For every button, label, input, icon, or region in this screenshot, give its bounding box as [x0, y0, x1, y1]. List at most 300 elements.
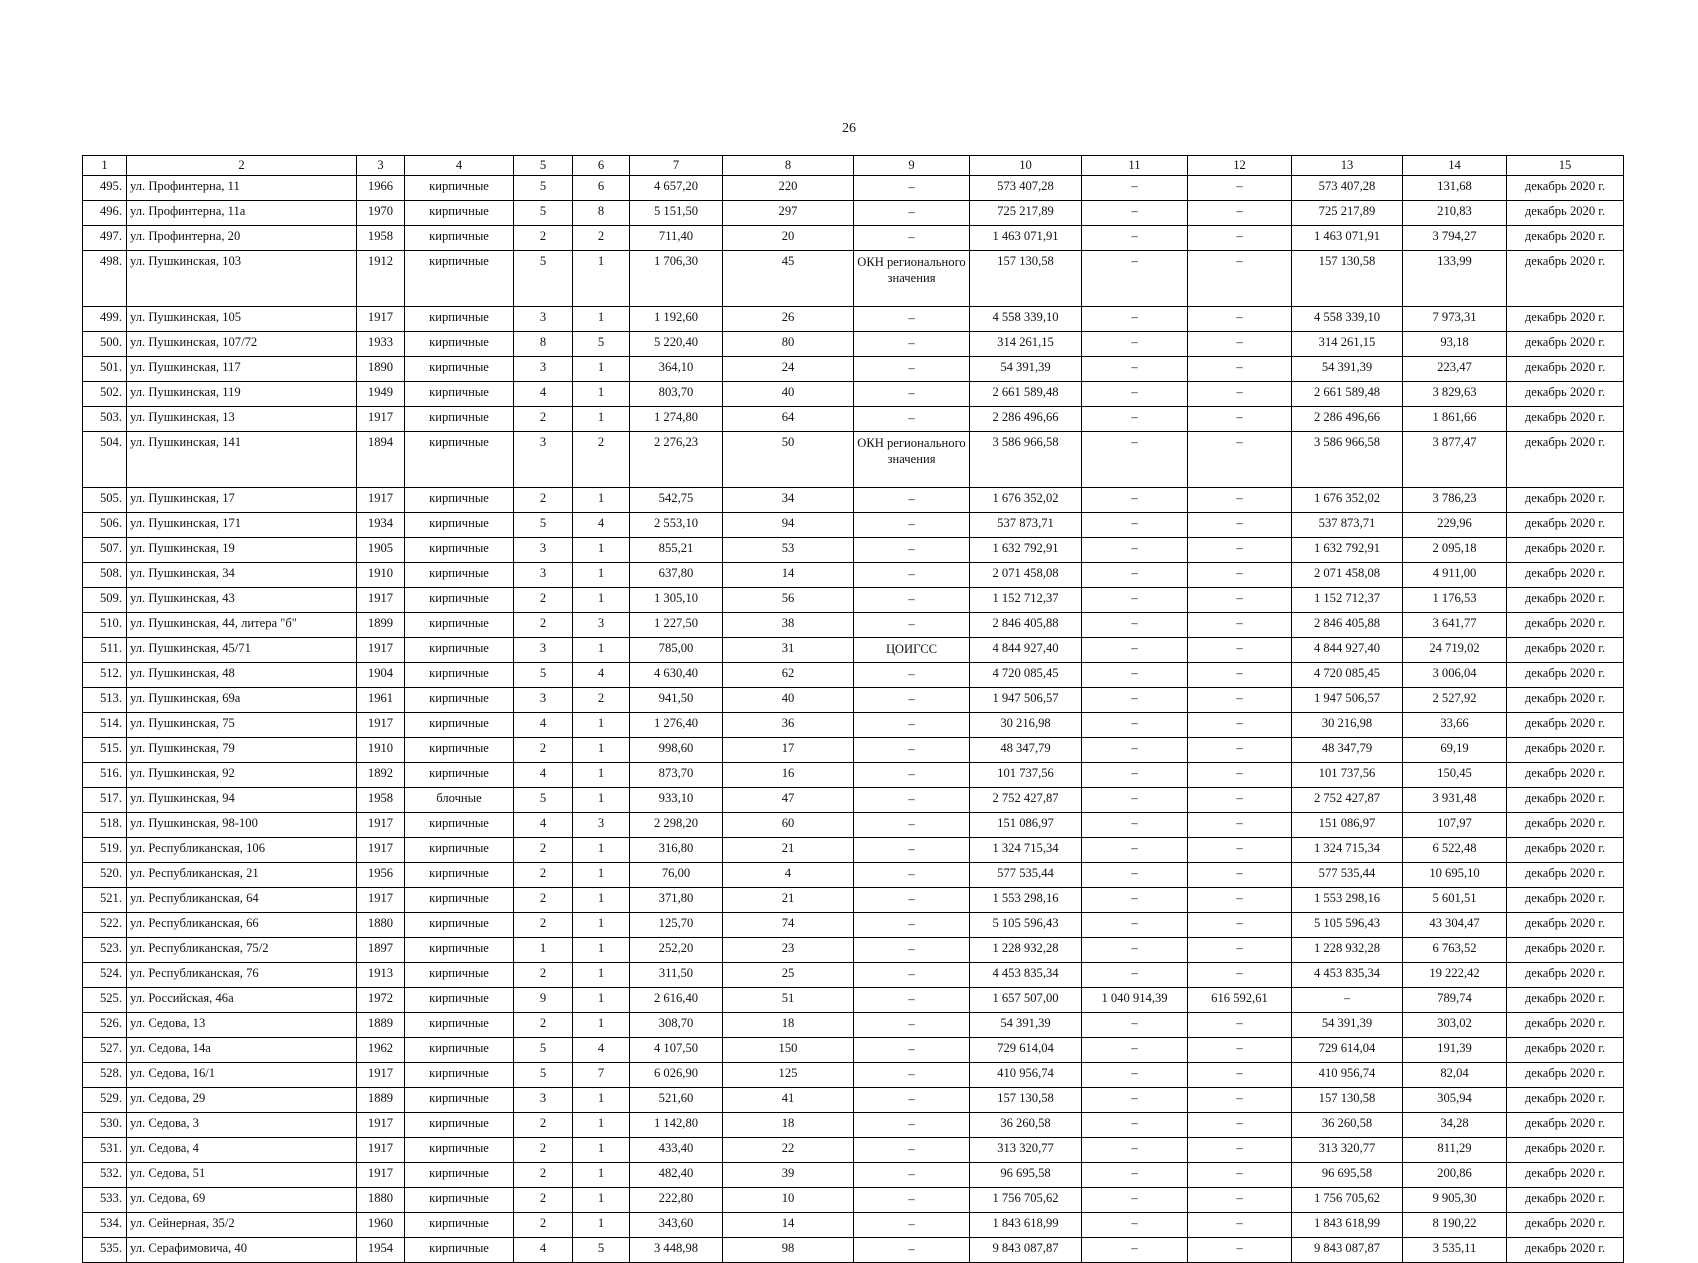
table-cell-col-12: –	[1188, 888, 1292, 913]
table-cell-col-8: 40	[723, 688, 854, 713]
table-body	[83, 176, 1624, 1263]
column-number-header-row	[83, 156, 1624, 176]
table-cell-col-9: –	[854, 1138, 970, 1163]
table-row	[83, 963, 1624, 988]
table-cell-col-10: 5 105 596,43	[970, 913, 1082, 938]
table-cell-col-5: 2	[514, 838, 573, 863]
table-cell-col-8: 51	[723, 988, 854, 1013]
table-cell-col-4: кирпичные	[405, 588, 514, 613]
table-cell-col-12: –	[1188, 251, 1292, 307]
table-cell-col-10: 1 228 932,28	[970, 938, 1082, 963]
table-row	[83, 332, 1624, 357]
table-cell-col-9: –	[854, 176, 970, 201]
table-cell-col-1: 518.	[83, 813, 127, 838]
column-header-9: 9	[854, 156, 970, 176]
table-cell-col-14: 3 794,27	[1403, 226, 1507, 251]
column-header-4: 4	[405, 156, 514, 176]
table-cell-col-3: 1894	[357, 432, 405, 488]
table-cell-col-3: 1949	[357, 382, 405, 407]
table-cell-col-9: –	[854, 382, 970, 407]
table-cell-col-1: 499.	[83, 307, 127, 332]
table-cell-col-11: –	[1082, 488, 1188, 513]
table-cell-col-4: кирпичные	[405, 1238, 514, 1263]
table-cell-col-3: 1917	[357, 307, 405, 332]
table-row	[83, 713, 1624, 738]
table-cell-col-4: кирпичные	[405, 357, 514, 382]
table-cell-col-2: ул. Седова, 3	[127, 1113, 357, 1138]
table-cell-col-12: –	[1188, 613, 1292, 638]
table-cell-col-6: 1	[573, 488, 630, 513]
table-cell-col-12: 616 592,61	[1188, 988, 1292, 1013]
table-cell-col-6: 3	[573, 613, 630, 638]
table-cell-col-11: –	[1082, 538, 1188, 563]
table-cell-col-12: –	[1188, 788, 1292, 813]
table-cell-col-1: 500.	[83, 332, 127, 357]
table-cell-col-11: –	[1082, 332, 1188, 357]
table-cell-col-10: 729 614,04	[970, 1038, 1082, 1063]
table-cell-col-1: 505.	[83, 488, 127, 513]
table-cell-col-9: –	[854, 888, 970, 913]
table-cell-col-4: кирпичные	[405, 1213, 514, 1238]
table-cell-col-9: –	[854, 863, 970, 888]
table-cell-col-11: –	[1082, 1113, 1188, 1138]
table-cell-col-4: кирпичные	[405, 963, 514, 988]
table-cell-col-6: 6	[573, 176, 630, 201]
table-cell-col-10: 1 843 618,99	[970, 1213, 1082, 1238]
table-cell-col-1: 508.	[83, 563, 127, 588]
table-cell-col-5: 2	[514, 488, 573, 513]
table-cell-col-2: ул. Пушкинская, 94	[127, 788, 357, 813]
table-cell-col-3: 1917	[357, 588, 405, 613]
table-cell-col-7: 1 142,80	[630, 1113, 723, 1138]
table-cell-col-11: –	[1082, 1088, 1188, 1113]
table-cell-col-9: –	[854, 1063, 970, 1088]
table-cell-col-10: 9 843 087,87	[970, 1238, 1082, 1263]
table-cell-col-8: 22	[723, 1138, 854, 1163]
table-row	[83, 863, 1624, 888]
table-cell-col-3: 1954	[357, 1238, 405, 1263]
table-cell-col-7: 1 192,60	[630, 307, 723, 332]
table-cell-col-14: 69,19	[1403, 738, 1507, 763]
table-cell-col-14: 4 911,00	[1403, 563, 1507, 588]
table-cell-col-13: 1 463 071,91	[1292, 226, 1403, 251]
table-cell-col-15: декабрь 2020 г.	[1507, 688, 1624, 713]
table-cell-col-12: –	[1188, 176, 1292, 201]
table-cell-col-7: 711,40	[630, 226, 723, 251]
table-cell-col-5: 5	[514, 1038, 573, 1063]
table-cell-col-9: –	[854, 1188, 970, 1213]
table-cell-col-10: 1 632 792,91	[970, 538, 1082, 563]
table-cell-col-2: ул. Пушкинская, 17	[127, 488, 357, 513]
table-row	[83, 538, 1624, 563]
table-cell-col-3: 1960	[357, 1213, 405, 1238]
table-cell-col-7: 364,10	[630, 357, 723, 382]
table-cell-col-13: 577 535,44	[1292, 863, 1403, 888]
table-cell-col-7: 2 276,23	[630, 432, 723, 488]
table-cell-col-3: 1956	[357, 863, 405, 888]
table-cell-col-9: –	[854, 913, 970, 938]
table-cell-col-15: декабрь 2020 г.	[1507, 1188, 1624, 1213]
table-cell-col-8: 297	[723, 201, 854, 226]
table-cell-col-10: 157 130,58	[970, 1088, 1082, 1113]
table-cell-col-7: 855,21	[630, 538, 723, 563]
table-cell-col-14: 10 695,10	[1403, 863, 1507, 888]
table-cell-col-5: 5	[514, 201, 573, 226]
table-cell-col-2: ул. Пушкинская, 19	[127, 538, 357, 563]
table-cell-col-4: кирпичные	[405, 1188, 514, 1213]
table-cell-col-3: 1917	[357, 1138, 405, 1163]
table-cell-col-15: декабрь 2020 г.	[1507, 1088, 1624, 1113]
table-cell-col-9: –	[854, 513, 970, 538]
table-cell-col-3: 1917	[357, 838, 405, 863]
table-cell-col-14: 43 304,47	[1403, 913, 1507, 938]
table-cell-col-7: 6 026,90	[630, 1063, 723, 1088]
column-header-10: 10	[970, 156, 1082, 176]
table-cell-col-2: ул. Пушкинская, 13	[127, 407, 357, 432]
table-cell-col-2: ул. Пушкинская, 45/71	[127, 638, 357, 663]
table-cell-col-2: ул. Республиканская, 75/2	[127, 938, 357, 963]
table-cell-col-11: –	[1082, 638, 1188, 663]
table-cell-col-2: ул. Пушкинская, 79	[127, 738, 357, 763]
table-cell-col-4: кирпичные	[405, 713, 514, 738]
table-row	[83, 513, 1624, 538]
table-cell-col-1: 533.	[83, 1188, 127, 1213]
table-cell-col-13: 1 947 506,57	[1292, 688, 1403, 713]
table-cell-col-4: кирпичные	[405, 1163, 514, 1188]
table-cell-col-9: –	[854, 613, 970, 638]
table-cell-col-10: 4 844 927,40	[970, 638, 1082, 663]
table-cell-col-1: 503.	[83, 407, 127, 432]
column-header-1: 1	[83, 156, 127, 176]
table-cell-col-5: 3	[514, 1088, 573, 1113]
table-cell-col-8: 31	[723, 638, 854, 663]
table-cell-col-2: ул. Сейнерная, 35/2	[127, 1213, 357, 1238]
table-cell-col-8: 125	[723, 1063, 854, 1088]
table-cell-col-8: 80	[723, 332, 854, 357]
table-cell-col-5: 2	[514, 1188, 573, 1213]
table-cell-col-4: кирпичные	[405, 738, 514, 763]
table-cell-col-4: кирпичные	[405, 488, 514, 513]
table-cell-col-10: 30 216,98	[970, 713, 1082, 738]
table-cell-col-2: ул. Республиканская, 21	[127, 863, 357, 888]
table-cell-col-3: 1917	[357, 713, 405, 738]
table-cell-col-3: 1897	[357, 938, 405, 963]
table-cell-col-15: декабрь 2020 г.	[1507, 563, 1624, 588]
table-cell-col-3: 1880	[357, 1188, 405, 1213]
table-cell-col-11: –	[1082, 713, 1188, 738]
table-cell-col-13: 2 071 458,08	[1292, 563, 1403, 588]
table-cell-col-5: 2	[514, 1138, 573, 1163]
table-cell-col-7: 2 298,20	[630, 813, 723, 838]
table-cell-col-14: 93,18	[1403, 332, 1507, 357]
page-number: 26	[842, 121, 856, 136]
table-cell-col-13: 9 843 087,87	[1292, 1238, 1403, 1263]
table-cell-col-13: 313 320,77	[1292, 1138, 1403, 1163]
table-cell-col-1: 525.	[83, 988, 127, 1013]
table-cell-col-1: 527.	[83, 1038, 127, 1063]
table-cell-col-8: 18	[723, 1113, 854, 1138]
table-cell-col-1: 515.	[83, 738, 127, 763]
table-cell-col-4: кирпичные	[405, 226, 514, 251]
table-cell-col-3: 1917	[357, 1163, 405, 1188]
table-cell-col-1: 529.	[83, 1088, 127, 1113]
table-cell-col-14: 150,45	[1403, 763, 1507, 788]
table-cell-col-12: –	[1188, 382, 1292, 407]
table-cell-col-10: 1 756 705,62	[970, 1188, 1082, 1213]
table-cell-col-8: 47	[723, 788, 854, 813]
table-cell-col-3: 1917	[357, 1113, 405, 1138]
table-cell-col-2: ул. Седова, 29	[127, 1088, 357, 1113]
table-row	[83, 1038, 1624, 1063]
table-cell-col-14: 82,04	[1403, 1063, 1507, 1088]
table-cell-col-13: 410 956,74	[1292, 1063, 1403, 1088]
table-cell-col-8: 39	[723, 1163, 854, 1188]
table-cell-col-5: 2	[514, 963, 573, 988]
table-cell-col-14: 1 176,53	[1403, 588, 1507, 613]
table-cell-col-8: 10	[723, 1188, 854, 1213]
table-cell-col-2: ул. Республиканская, 76	[127, 963, 357, 988]
table-row	[83, 1013, 1624, 1038]
table-cell-col-11: –	[1082, 1238, 1188, 1263]
table-cell-col-1: 507.	[83, 538, 127, 563]
table-cell-col-7: 785,00	[630, 638, 723, 663]
table-cell-col-15: декабрь 2020 г.	[1507, 251, 1624, 307]
column-header-3: 3	[357, 156, 405, 176]
table-cell-col-11: –	[1082, 1013, 1188, 1038]
table-cell-col-6: 1	[573, 713, 630, 738]
table-cell-col-13: 5 105 596,43	[1292, 913, 1403, 938]
table-cell-col-8: 25	[723, 963, 854, 988]
table-cell-col-7: 4 107,50	[630, 1038, 723, 1063]
table-cell-col-2: ул. Профинтерна, 20	[127, 226, 357, 251]
table-cell-col-7: 4 657,20	[630, 176, 723, 201]
table-cell-col-13: 48 347,79	[1292, 738, 1403, 763]
table-cell-col-13: 30 216,98	[1292, 713, 1403, 738]
table-cell-col-12: –	[1188, 938, 1292, 963]
table-row	[83, 251, 1624, 307]
table-cell-col-8: 50	[723, 432, 854, 488]
table-cell-col-7: 311,50	[630, 963, 723, 988]
table-cell-col-5: 2	[514, 888, 573, 913]
table-cell-col-1: 528.	[83, 1063, 127, 1088]
table-cell-col-15: декабрь 2020 г.	[1507, 613, 1624, 638]
table-cell-col-8: 34	[723, 488, 854, 513]
table-cell-col-9: –	[854, 1213, 970, 1238]
table-cell-col-11: –	[1082, 963, 1188, 988]
table-row	[83, 432, 1624, 488]
table-cell-col-3: 1933	[357, 332, 405, 357]
table-cell-col-1: 497.	[83, 226, 127, 251]
table-cell-col-15: декабрь 2020 г.	[1507, 1038, 1624, 1063]
table-cell-col-2: ул. Седова, 4	[127, 1138, 357, 1163]
table-cell-col-1: 522.	[83, 913, 127, 938]
table-cell-col-8: 94	[723, 513, 854, 538]
table-cell-col-4: кирпичные	[405, 813, 514, 838]
table-cell-col-4: кирпичные	[405, 1113, 514, 1138]
table-cell-col-15: декабрь 2020 г.	[1507, 357, 1624, 382]
table-cell-col-7: 1 274,80	[630, 407, 723, 432]
table-cell-col-10: 54 391,39	[970, 1013, 1082, 1038]
table-cell-col-1: 504.	[83, 432, 127, 488]
table-cell-col-13: 729 614,04	[1292, 1038, 1403, 1063]
table-cell-col-10: 2 071 458,08	[970, 563, 1082, 588]
table-cell-col-14: 305,94	[1403, 1088, 1507, 1113]
table-cell-col-15: декабрь 2020 г.	[1507, 1013, 1624, 1038]
table-cell-col-12: –	[1188, 1163, 1292, 1188]
table-cell-col-12: –	[1188, 432, 1292, 488]
table-cell-col-1: 532.	[83, 1163, 127, 1188]
table-cell-col-9: –	[854, 1088, 970, 1113]
table-cell-col-4: кирпичные	[405, 763, 514, 788]
table-cell-col-5: 4	[514, 382, 573, 407]
table-cell-col-3: 1917	[357, 1063, 405, 1088]
table-cell-col-6: 7	[573, 1063, 630, 1088]
table-cell-col-14: 33,66	[1403, 713, 1507, 738]
table-cell-col-6: 1	[573, 1188, 630, 1213]
table-cell-col-11: –	[1082, 588, 1188, 613]
table-cell-col-1: 531.	[83, 1138, 127, 1163]
table-cell-col-3: 1905	[357, 538, 405, 563]
table-cell-col-6: 4	[573, 1038, 630, 1063]
table-cell-col-12: –	[1188, 307, 1292, 332]
table-cell-col-9: –	[854, 588, 970, 613]
column-header-12: 12	[1188, 156, 1292, 176]
table-cell-col-8: 150	[723, 1038, 854, 1063]
table-cell-col-12: –	[1188, 407, 1292, 432]
table-cell-col-1: 514.	[83, 713, 127, 738]
table-cell-col-13: 1 152 712,37	[1292, 588, 1403, 613]
table-cell-col-13: –	[1292, 988, 1403, 1013]
table-cell-col-11: –	[1082, 788, 1188, 813]
table-cell-col-6: 2	[573, 688, 630, 713]
table-cell-col-13: 157 130,58	[1292, 251, 1403, 307]
table-cell-col-9: –	[854, 938, 970, 963]
table-cell-col-13: 4 453 835,34	[1292, 963, 1403, 988]
table-cell-col-15: декабрь 2020 г.	[1507, 763, 1624, 788]
column-header-6: 6	[573, 156, 630, 176]
table-cell-col-2: ул. Пушкинская, 92	[127, 763, 357, 788]
table-cell-col-6: 1	[573, 738, 630, 763]
table-cell-col-7: 76,00	[630, 863, 723, 888]
table-cell-col-6: 2	[573, 432, 630, 488]
table-cell-col-9: ОКН регионального значения	[854, 251, 970, 307]
table-cell-col-13: 1 553 298,16	[1292, 888, 1403, 913]
table-cell-col-5: 9	[514, 988, 573, 1013]
table-cell-col-13: 101 737,56	[1292, 763, 1403, 788]
table-cell-col-2: ул. Пушкинская, 69а	[127, 688, 357, 713]
table-cell-col-9: –	[854, 713, 970, 738]
table-cell-col-12: –	[1188, 588, 1292, 613]
table-cell-col-9: –	[854, 1163, 970, 1188]
table-row	[83, 382, 1624, 407]
table-cell-col-15: декабрь 2020 г.	[1507, 1063, 1624, 1088]
column-header-13: 13	[1292, 156, 1403, 176]
table-cell-col-8: 40	[723, 382, 854, 407]
table-cell-col-2: ул. Пушкинская, 117	[127, 357, 357, 382]
table-cell-col-15: декабрь 2020 г.	[1507, 488, 1624, 513]
table-cell-col-10: 151 086,97	[970, 813, 1082, 838]
table-cell-col-13: 1 843 618,99	[1292, 1213, 1403, 1238]
table-cell-col-6: 1	[573, 588, 630, 613]
table-cell-col-3: 1899	[357, 613, 405, 638]
table-cell-col-11: –	[1082, 251, 1188, 307]
table-cell-col-14: 811,29	[1403, 1138, 1507, 1163]
table-cell-col-13: 725 217,89	[1292, 201, 1403, 226]
table-cell-col-10: 573 407,28	[970, 176, 1082, 201]
table-cell-col-4: кирпичные	[405, 863, 514, 888]
table-cell-col-7: 252,20	[630, 938, 723, 963]
table-cell-col-4: кирпичные	[405, 382, 514, 407]
table-cell-col-2: ул. Российская, 46а	[127, 988, 357, 1013]
table-cell-col-11: –	[1082, 913, 1188, 938]
table-cell-col-2: ул. Седова, 51	[127, 1163, 357, 1188]
table-cell-col-5: 3	[514, 357, 573, 382]
table-cell-col-5: 5	[514, 176, 573, 201]
table-cell-col-12: –	[1188, 1138, 1292, 1163]
table-cell-col-4: кирпичные	[405, 638, 514, 663]
table-cell-col-12: –	[1188, 913, 1292, 938]
table-cell-col-6: 5	[573, 332, 630, 357]
table-cell-col-3: 1958	[357, 226, 405, 251]
table-cell-col-5: 2	[514, 1213, 573, 1238]
table-cell-col-3: 1912	[357, 251, 405, 307]
table-cell-col-6: 1	[573, 838, 630, 863]
table-cell-col-13: 2 286 496,66	[1292, 407, 1403, 432]
table-cell-col-6: 1	[573, 938, 630, 963]
table-cell-col-9: –	[854, 1238, 970, 1263]
table-cell-col-12: –	[1188, 1063, 1292, 1088]
table-row	[83, 226, 1624, 251]
table-row	[83, 1213, 1624, 1238]
table-cell-col-11: –	[1082, 888, 1188, 913]
table-cell-col-8: 62	[723, 663, 854, 688]
table-cell-col-15: декабрь 2020 г.	[1507, 1238, 1624, 1263]
table-cell-col-4: блочные	[405, 788, 514, 813]
table-cell-col-9: ЦОИГСС	[854, 638, 970, 663]
table-cell-col-2: ул. Пушкинская, 171	[127, 513, 357, 538]
table-cell-col-7: 998,60	[630, 738, 723, 763]
table-cell-col-11: –	[1082, 738, 1188, 763]
table-cell-col-12: –	[1188, 488, 1292, 513]
table-cell-col-6: 1	[573, 763, 630, 788]
table-cell-col-8: 4	[723, 863, 854, 888]
table-cell-col-11: –	[1082, 688, 1188, 713]
table-row	[83, 913, 1624, 938]
table-row	[83, 1063, 1624, 1088]
table-cell-col-8: 26	[723, 307, 854, 332]
table-cell-col-10: 1 152 712,37	[970, 588, 1082, 613]
table-cell-col-6: 2	[573, 226, 630, 251]
table-cell-col-11: –	[1082, 307, 1188, 332]
table-cell-col-15: декабрь 2020 г.	[1507, 888, 1624, 913]
table-cell-col-6: 1	[573, 863, 630, 888]
table-cell-col-15: декабрь 2020 г.	[1507, 938, 1624, 963]
table-cell-col-5: 3	[514, 563, 573, 588]
table-cell-col-10: 1 553 298,16	[970, 888, 1082, 913]
table-cell-col-6: 1	[573, 1138, 630, 1163]
table-cell-col-5: 3	[514, 638, 573, 663]
table-row	[83, 1138, 1624, 1163]
table-cell-col-13: 573 407,28	[1292, 176, 1403, 201]
table-cell-col-14: 3 931,48	[1403, 788, 1507, 813]
table-cell-col-15: декабрь 2020 г.	[1507, 201, 1624, 226]
table-cell-col-13: 1 228 932,28	[1292, 938, 1403, 963]
table-cell-col-5: 5	[514, 513, 573, 538]
table-cell-col-15: декабрь 2020 г.	[1507, 432, 1624, 488]
table-cell-col-14: 210,83	[1403, 201, 1507, 226]
table-cell-col-8: 38	[723, 613, 854, 638]
table-cell-col-12: –	[1188, 763, 1292, 788]
